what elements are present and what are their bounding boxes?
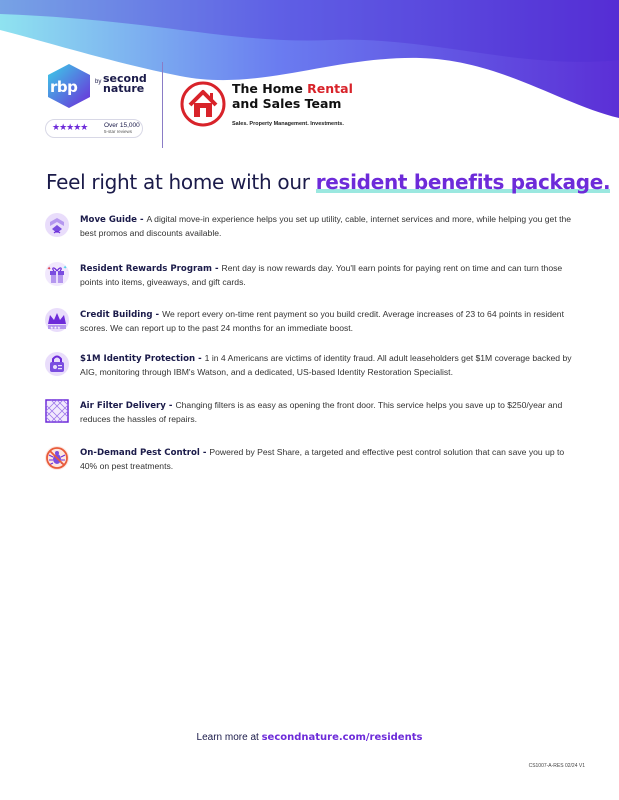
svg-text:✦: ✦ <box>47 266 52 272</box>
gift-icon <box>45 262 69 286</box>
reviews-count: Over 15,000 <box>104 122 140 129</box>
benefit-text <box>80 399 580 425</box>
benefit-description: Rent day is now rewards day. You'll earn points for paying rent on time and can turn those points into items, giveaways, and gift cards. <box>80 263 563 287</box>
benefit-description: Changing filters is as easy as opening the front door. This service helps you save up to $250/year and reduces the hassles of repairs. <box>80 400 563 424</box>
company-tagline: Sales. Property Management. Investments. <box>232 121 344 127</box>
benefit-description: We report every on-time rent payment so you build credit. Average increases of 23 to 64 points in resident scores. We can report up to the past 24 months for an immediate boost. <box>80 309 564 333</box>
benefit-description: A digital move-in experience helps you set up utility, cable, internet services and more, while helping you get the best promos and discounts available. <box>80 214 572 238</box>
identity-lock-icon <box>45 352 69 376</box>
page-headline <box>46 170 610 194</box>
headline-highlight: resident benefits package. <box>315 170 611 194</box>
no-bug-icon <box>45 446 69 470</box>
document-code: CS1007-A-RES 02/24 V1 <box>528 763 585 769</box>
benefit-text <box>80 213 580 239</box>
reviews-badge <box>45 119 143 138</box>
second-nature-logo <box>103 74 147 94</box>
air-filter-icon <box>45 399 69 423</box>
credit-crown-icon <box>45 308 69 332</box>
benefit-text <box>80 262 580 288</box>
by-label: by <box>95 79 102 85</box>
benefit-text <box>80 352 580 378</box>
logo-divider <box>162 62 163 148</box>
headline-prefix: Feel right at home with our <box>46 170 316 194</box>
rbp-logo-text: rbp <box>50 78 78 96</box>
benefit-title: On-Demand Pest Control - <box>80 448 210 458</box>
benefit-text <box>80 308 580 334</box>
second-nature-word-2: nature <box>103 82 145 95</box>
learn-more-link[interactable]: secondnature.com/residents <box>261 732 423 743</box>
learn-more-label: Learn more at <box>196 732 262 743</box>
second-nature-word-1: second <box>103 72 147 85</box>
benefit-title: $1M Identity Protection - <box>80 354 205 364</box>
svg-text:★★★: ★★★ <box>50 325 61 330</box>
company-name-part-2: and Sales Team <box>232 96 342 111</box>
svg-text:✦: ✦ <box>63 265 68 271</box>
benefit-description: Powered by Pest Share, a targeted and effective pest control solution that can save you up to 40% on pest treatments. <box>80 447 565 471</box>
five-stars-icon: ★★★★★ <box>52 122 88 132</box>
reviews-label: 5-star reviews <box>104 129 133 134</box>
move-guide-icon <box>45 213 69 237</box>
benefit-text <box>80 446 580 472</box>
company-name-part-1: The Home <box>232 81 308 96</box>
benefit-title: Resident Rewards Program - <box>80 264 222 274</box>
company-name-rental: Rental <box>307 81 353 96</box>
benefit-title: Credit Building - <box>80 310 163 320</box>
footer-learn-more <box>0 732 619 743</box>
benefit-description: 1 in 4 Americans are victims of identity fraud. All adult leaseholders get $1M coverage backed by AIG, monitoring through IBM's Watson, and a dedicated, US-based Identity Restoration Specialist. <box>80 353 572 377</box>
home-rental-house-logo-icon <box>180 81 226 127</box>
benefit-title: Move Guide - <box>80 215 147 225</box>
company-name <box>232 81 353 111</box>
benefit-title: Air Filter Delivery - <box>80 401 176 411</box>
